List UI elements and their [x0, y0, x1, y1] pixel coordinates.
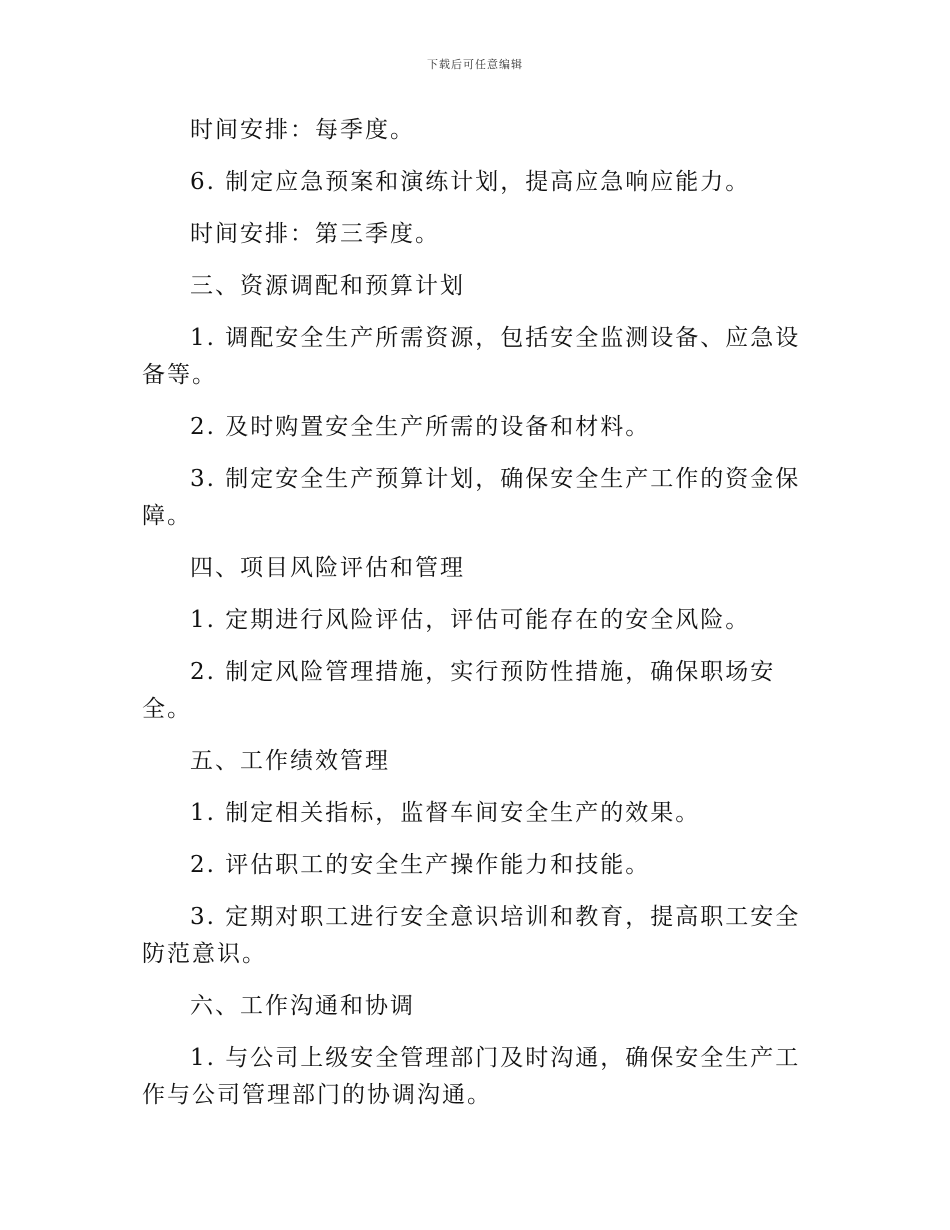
paragraph: 1. 调配安全生产所需资源，包括安全监测设备、应急设备等。: [142, 325, 801, 388]
section-heading: 六、工作沟通和协调: [190, 993, 415, 1019]
paragraph: 时间安排：第三季度。: [190, 221, 440, 247]
section-heading: 四、项目风险评估和管理: [190, 555, 465, 581]
paragraph: 时间安排：每季度。: [190, 117, 415, 143]
paragraph: 1. 制定相关指标，监督车间安全生产的效果。: [190, 800, 701, 826]
section-heading: 五、工作绩效管理: [190, 748, 390, 774]
paragraph: 2. 评估职工的安全生产操作能力和技能。: [190, 852, 651, 878]
paragraph: 1. 与公司上级安全管理部门及时沟通，确保安全生产工作与公司管理部门的协调沟通。: [142, 1045, 801, 1108]
paragraph: 6. 制定应急预案和演练计划，提高应急响应能力。: [190, 169, 751, 195]
paragraph: 2. 及时购置安全生产所需的设备和材料。: [190, 414, 651, 440]
paragraph: 3. 定期对职工进行安全意识培训和教育，提高职工安全防范意识。: [142, 904, 801, 967]
paragraph: 1. 定期进行风险评估，评估可能存在的安全风险。: [190, 607, 751, 633]
page-header: 下载后可任意编辑: [427, 58, 523, 71]
paragraph: 3. 制定安全生产预算计划，确保安全生产工作的资金保障。: [142, 466, 801, 529]
document-body: [142, 112, 810, 1129]
section-heading: 三、资源调配和预算计划: [190, 273, 465, 299]
paragraph: 2. 制定风险管理措施，实行预防性措施，确保职场安全。: [142, 659, 776, 722]
